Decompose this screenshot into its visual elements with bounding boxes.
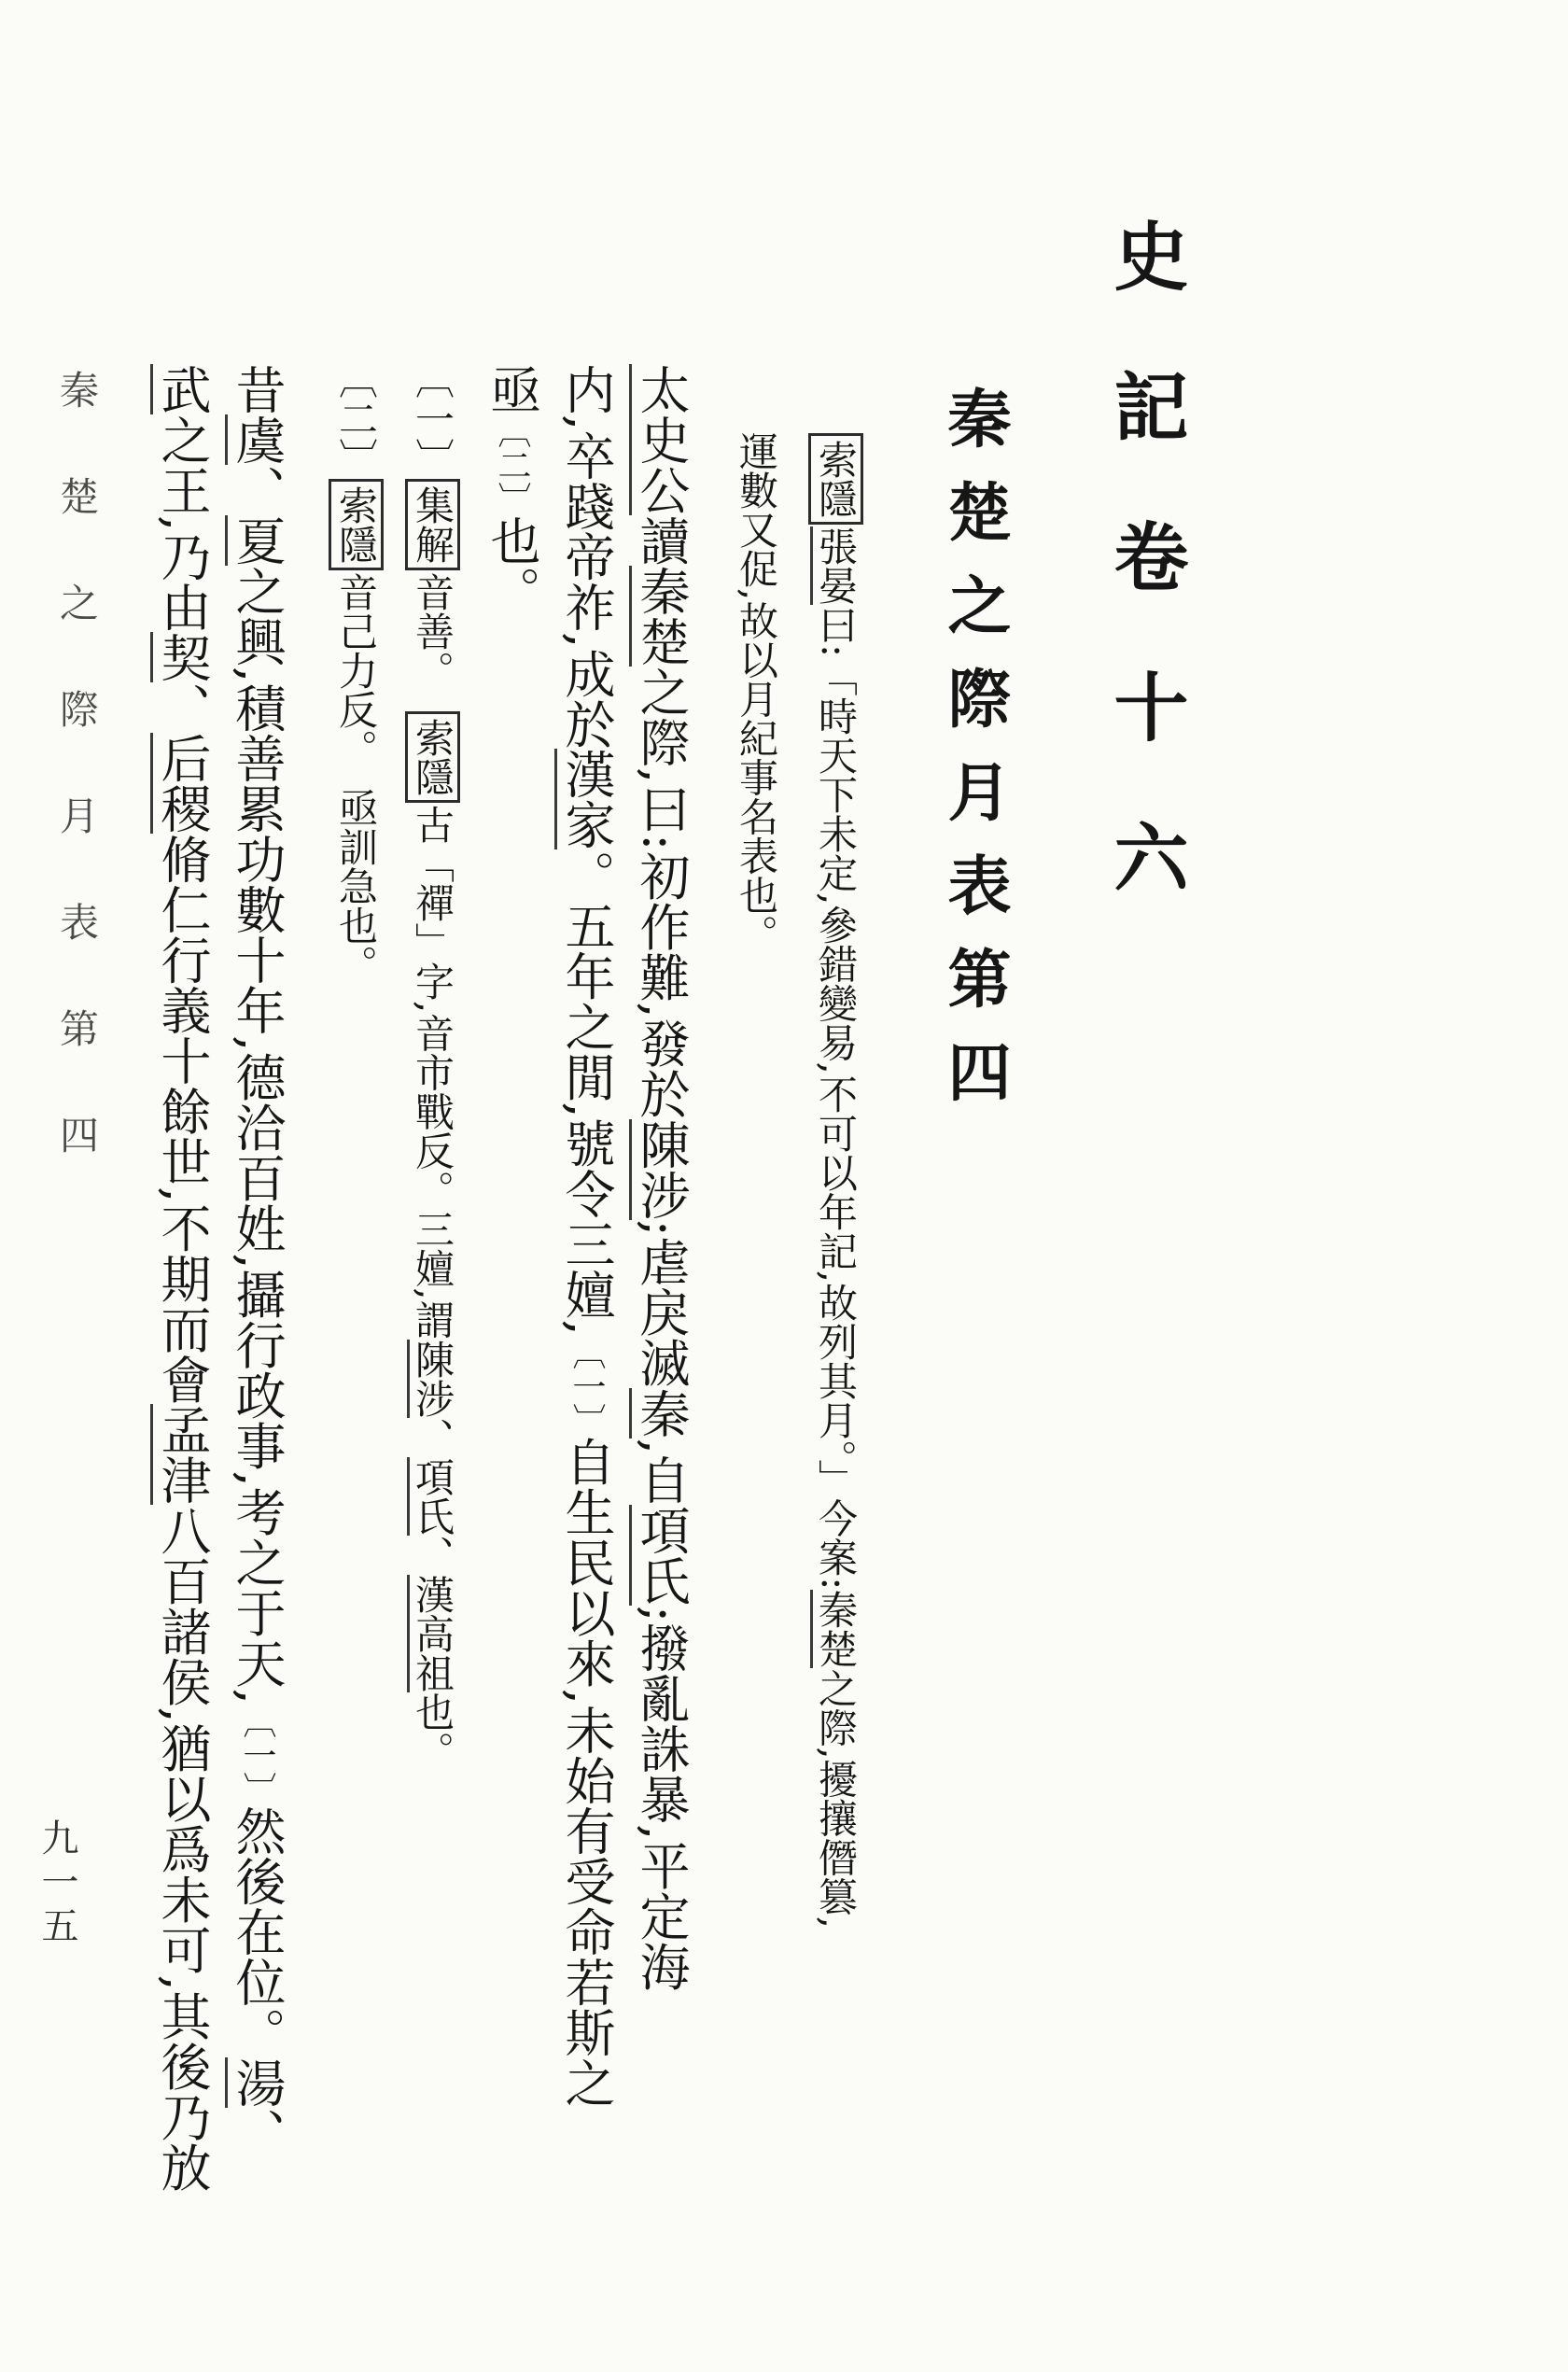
proper-name: 夏: [225, 515, 287, 566]
text-run: 古「禪」字,音市戰反。三嬗,謂: [410, 805, 455, 1340]
text-column: [317, 359, 394, 1771]
text-column: [623, 364, 698, 2108]
text-run: 昔: [228, 364, 287, 414]
text-run: ,自: [632, 1438, 691, 1505]
proper-name: 虞: [225, 414, 287, 465]
note-marker: 〔二〕: [493, 414, 531, 515]
proper-name: 秦: [629, 1388, 691, 1439]
text-run: 自生民以來,未始有受命若斯之: [557, 1436, 616, 2108]
proper-name: 湯: [225, 2057, 287, 2108]
text-run: 内,卒踐帝祚,成於: [557, 364, 616, 750]
text-run: 然後在位。: [228, 1804, 287, 2057]
text-run: 、: [410, 1535, 455, 1575]
boxed-source-label: 索隱: [808, 433, 863, 525]
commentary-notes-1: [317, 359, 470, 1771]
proper-name: 漢高祖: [407, 1575, 455, 1692]
head-commentary-suoyin: [717, 431, 875, 1929]
page-number: 九一五: [35, 1818, 78, 1950]
proper-name: 太史公: [629, 364, 691, 515]
text-column: [474, 364, 549, 2108]
proper-name: 陳涉: [407, 1340, 455, 1418]
text-run: 〔一〕: [410, 359, 455, 477]
boxed-source-label: 索隱: [405, 711, 460, 803]
proper-name: 武: [150, 364, 212, 414]
chapter-title: 秦楚之際月表第四: [937, 386, 1012, 1132]
text-run: ;虐戾滅: [632, 1219, 691, 1388]
text-run: 運數又促,故以月紀事名表也。: [734, 431, 779, 954]
text-run: 之王,乃由: [153, 414, 212, 633]
text-run: 亟: [483, 364, 541, 414]
text-run: 曰:「時天下未定,參錯變易,不可以年記,故列其月。」今案:: [813, 605, 859, 1591]
proper-name: 后稷: [150, 733, 212, 834]
text-run: 音善。: [410, 572, 455, 709]
text-column: [219, 364, 294, 2193]
proper-name: 孟津: [150, 1404, 212, 1505]
text-run: 、: [410, 1417, 455, 1457]
proper-name: 秦楚: [810, 1590, 859, 1668]
text-run: 也。: [483, 515, 541, 616]
text-run: 讀: [632, 515, 691, 566]
boxed-source-label: 集解: [405, 479, 460, 570]
text-run: 八百諸侯,猶以爲未可,其後乃放: [153, 1505, 212, 2193]
text-run: 之興,積善累功數十年,德洽百姓,攝行政事,考之于天,: [228, 566, 287, 1705]
text-column: [549, 364, 623, 2108]
proper-name: 契: [150, 632, 212, 682]
note-marker: 〔一〕: [567, 1335, 606, 1437]
text-run: 也。: [410, 1691, 455, 1771]
text-run: 音己力反。 亟訓急也。: [333, 572, 379, 984]
text-run: 、: [228, 465, 287, 515]
proper-name: 秦楚: [629, 566, 691, 667]
running-title: 秦楚之際月表第四: [54, 370, 100, 1221]
text-column: [394, 359, 470, 1771]
text-column: [796, 431, 875, 1929]
text-column: [145, 364, 219, 2193]
proper-name: 項氏: [629, 1505, 691, 1606]
text-run: 脩仁行義十餘世,不期而會: [153, 834, 212, 1405]
text-column: [717, 431, 796, 1929]
volume-title: 史記卷十六: [1101, 218, 1189, 969]
text-run: ;撥亂誅暴,平定海: [632, 1605, 691, 1992]
text-run: 之際,曰:初作難,發於: [632, 667, 691, 1119]
text-run: 之際,擾攘僭篡,: [813, 1668, 859, 1930]
text-run: 、: [153, 682, 212, 734]
text-run: 。五年之閒,號令三嬗,: [557, 849, 616, 1336]
main-text-paragraph-1: [474, 364, 698, 2108]
proper-name: 陳涉: [629, 1119, 691, 1220]
text-run: 、: [228, 2107, 287, 2158]
note-marker: 〔一〕: [238, 1704, 276, 1805]
proper-name: 項氏: [407, 1457, 455, 1536]
proper-name: 漢家: [554, 749, 616, 849]
boxed-source-label: 索隱: [329, 479, 384, 570]
proper-name: 張晏: [810, 526, 859, 605]
text-run: 〔二〕: [333, 359, 379, 477]
main-text-paragraph-2: [145, 364, 294, 2193]
